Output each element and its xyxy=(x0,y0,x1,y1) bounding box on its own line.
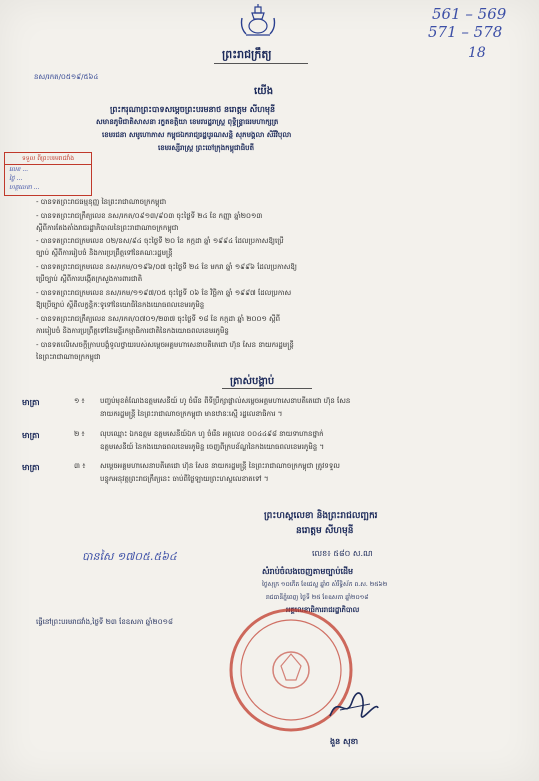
king-title-line-3: ខេមរជនា សមូហោភាស កម្ពុជឯករាជ្យរដ្ឋបូរណសន្តិ សុភមង្គលា សិរីវិបុលា xyxy=(102,131,292,139)
handwritten-note-2: 571 – 578 xyxy=(428,23,503,41)
consideration-line: នៃព្រះរាជាណាចក្រកម្ពុជា xyxy=(36,353,101,361)
royal-signature-line: ព្រះហស្តលេខា និងព្រះរាជលញ្ឆករ xyxy=(264,511,378,521)
consideration-line: - បានទតលើសេចក្តីក្រាបបង្គំទូលថ្វាយរបស់សម្តេចអគ្គមហាសេនាបតីតេជោ ហ៊ុន សែន នាយករដ្ឋមន្ត្រី xyxy=(36,341,294,349)
consideration-line: ច្បាប់ ស្តីពីការរៀបចំ និងការប្រព្រឹត្តទៅនៃគណៈរដ្ឋមន្ត្រី xyxy=(36,249,173,257)
consideration-line: - បានទតព្រះរាជក្រមលេខ នស/រកម/០១៩៦/០៧ ចុះថ្ងៃទី ២៤ ខែ មករា ឆ្នាំ ១៩៩៦ ដែលប្រកាសឱ្យ xyxy=(36,263,297,271)
king-name-line: ព្រះករុណាព្រះបាទសម្តេចព្រះបរមនាថ នរោត្តម សីហមុនី xyxy=(110,105,276,114)
king-title-line-4: ខេមរស្សីរាស្ត្រ ព្រះចៅក្រុងកម្ពុជាធិបតី xyxy=(158,144,255,152)
handwritten-note-3: 18 xyxy=(468,45,486,61)
article-text: សម្តេចអគ្គមហាសេនាបតីតេជោ ហ៊ុន សែន នាយករដ្ឋមន្ត្រី នៃព្រះរាជាណាចក្រកម្ពុជា ត្រូវទទួល xyxy=(100,462,340,470)
secretary-general-title: អគ្គលេខាធិការរាជរដ្ឋាភិបាល xyxy=(286,606,360,614)
consideration-line: - បានទតព្រះរាជក្រឹត្យលេខ នស/រកត/០៩១៣/៩០៣ ចុះថ្ងៃទី ២៤ ខែ កញ្ញា ឆ្នាំ២០១៣ xyxy=(36,212,263,220)
consideration-line: ប្រើច្បាប់ ស្តីពីការបង្កើតក្រសួងការពារជាតិ xyxy=(36,275,143,283)
consideration-line: ស្តីពីការតែងតាំងរាជរដ្ឋាភិបាលនៃព្រះរាជាណាចក្រកម្ពុជា xyxy=(36,224,179,232)
article-number: ៣ ៖ xyxy=(74,462,86,470)
article-label: មាត្រា xyxy=(22,398,40,407)
article-text: បន្ទុកអនុវត្តព្រះរាជក្រឹត្យនេះ ចាប់ពីថ្ងៃឡាយព្រះហស្ថលេខាតទៅ ។ xyxy=(100,475,269,483)
decree-heading: ត្រាស់បង្គាប់ xyxy=(230,376,275,387)
signer-name: ងួន សុខា xyxy=(330,737,359,746)
decree-title: ព្រះរាជក្រឹត្យ xyxy=(222,48,272,61)
royal-emblem-icon xyxy=(236,4,280,40)
issue-place-date: ធ្វើនៅព្រះបរមរាជវាំង,ថ្ងៃទី ២៣ ខែឧសភា ឆ្នាំ២០១៨ xyxy=(36,618,173,626)
copy-lunar-date: ថ្ងៃសុក្រ ១០កើត ខែជេស្ឋ ឆ្នាំច សំរឹទ្ធិស័ក ព.ស. ២៥៦២ xyxy=(262,581,388,588)
article-text: ឧត្តមសេនីយ៍ នៃកងយោធពលខេមរភូមិន្ទ ចេញពីក្របខ័ណ្ឌនៃកងយោធពលខេមរភូមិន្ទ ។ xyxy=(100,443,325,451)
received-stamp-line: ថ្ងៃ ... xyxy=(9,175,23,182)
copy-certification: សំរាប់ចំលងចេញតាមច្បាប់ដើម xyxy=(262,567,354,576)
received-stamp-line: ហត្ថលេខា ... xyxy=(9,184,40,191)
article-label: មាត្រា xyxy=(22,431,40,440)
consideration-line: - បានទតព្រះរាជក្រឹត្យលេខ នស/រកត/០៧០១/២៣៧ ចុះថ្ងៃទី ១៨ ខែ កក្កដា ឆ្នាំ ២០០១ ស្តីពី xyxy=(36,315,281,323)
king-title-line-2: សមានភូមិជាតិសាសនា រក្ខតខត្តិយា ខេមរារដ្ឋរាស្ត្រ ពុទ្ធិន្ទ្រាធរមហាក្សត្រ xyxy=(96,118,279,126)
title-underline xyxy=(214,63,308,64)
copy-number: លេខ៖ ៥៨០ ស.ណ xyxy=(312,549,373,558)
consideration-line: - បានទតព្រះរាជក្រមលេខ ០២/នស/៩៤ ចុះថ្ងៃទី ២០ ខែ កក្កដា ឆ្នាំ ១៩៩៤ ដែលប្រកាសឱ្យប្រើ xyxy=(36,237,284,245)
signature-scribble-icon xyxy=(326,690,382,724)
consideration-line: ការរៀបចំ និងការប្រព្រឹត្តទៅនៃមន្ទីរកម្មាធិការជាតិនៃកងយោធពលខេមរភូមិន្ទ xyxy=(36,327,229,335)
consideration-line: ឱ្យប្រើច្បាប់ ស្តីពីលក្ខន្តិកៈទូទៅនៃយោធិនៃកងយោធពលខេមរភូមិន្ទ xyxy=(36,301,205,309)
article-number: ១ ៖ xyxy=(74,397,85,405)
heading-underline xyxy=(222,388,312,389)
handwritten-reference: បានសៃ ១៧០៥.៥៦៤ xyxy=(82,550,177,563)
copy-date: រាជធានីភ្នំពេញ ថ្ងៃទី ២៥ ខែឧសភា ឆ្នាំ២០១៨ xyxy=(266,594,369,601)
yoeung-heading: យើង xyxy=(254,86,274,97)
article-number: ២ ៖ xyxy=(74,430,85,438)
reference-number: នស/រកត/០៥១៩/៥៦៤ xyxy=(34,73,99,81)
received-stamp-line: លេខ ... xyxy=(9,166,29,173)
received-stamp xyxy=(4,152,92,196)
article-text: បញ្ចប់មុខតំណែងឧត្តមសេនីយ៍ ហូ ចំរើន ពីទីប្រឹក្សាផ្ទាល់សម្តេចអគ្គមហាសេនាបតីតេជោ ហ៊ុន សែន xyxy=(100,397,351,405)
article-text: នាយករដ្ឋមន្ត្រី នៃព្រះរាជាណាចក្រកម្ពុជា មានឋានៈស្មើ រដ្ឋលេខាធិការ ។ xyxy=(100,410,283,418)
article-text: លុបឈ្មោះ ឯកឧត្តម ឧត្តមសេនីយ៍ឯក ហូ ចំរើន អត្តលេខ ០០៤៤៩៨ នាយទាហានថ្នាក់ xyxy=(100,430,324,438)
consideration-line: - បានទតព្រះរាជក្រមលេខ នស/រកម/១១៩៧/០៥ ចុះថ្ងៃទី ០៦ ខែ វិច្ឆិកា ឆ្នាំ ១៩៩៧ ដែលប្រកាស xyxy=(36,289,292,297)
king-signature-name: នរោត្តម សីហមុនី xyxy=(296,526,354,536)
received-stamp-title: ទទួល ពីព្រះបរមរាជវាំង xyxy=(5,153,91,165)
handwritten-note-1: 561 – 569 xyxy=(432,5,507,23)
consideration-line: - បានទតព្រះរាជធម្មនុញ្ញ នៃព្រះរាជាណាចក្រកម្ពុជា xyxy=(36,198,167,206)
article-label: មាត្រា xyxy=(22,463,40,472)
